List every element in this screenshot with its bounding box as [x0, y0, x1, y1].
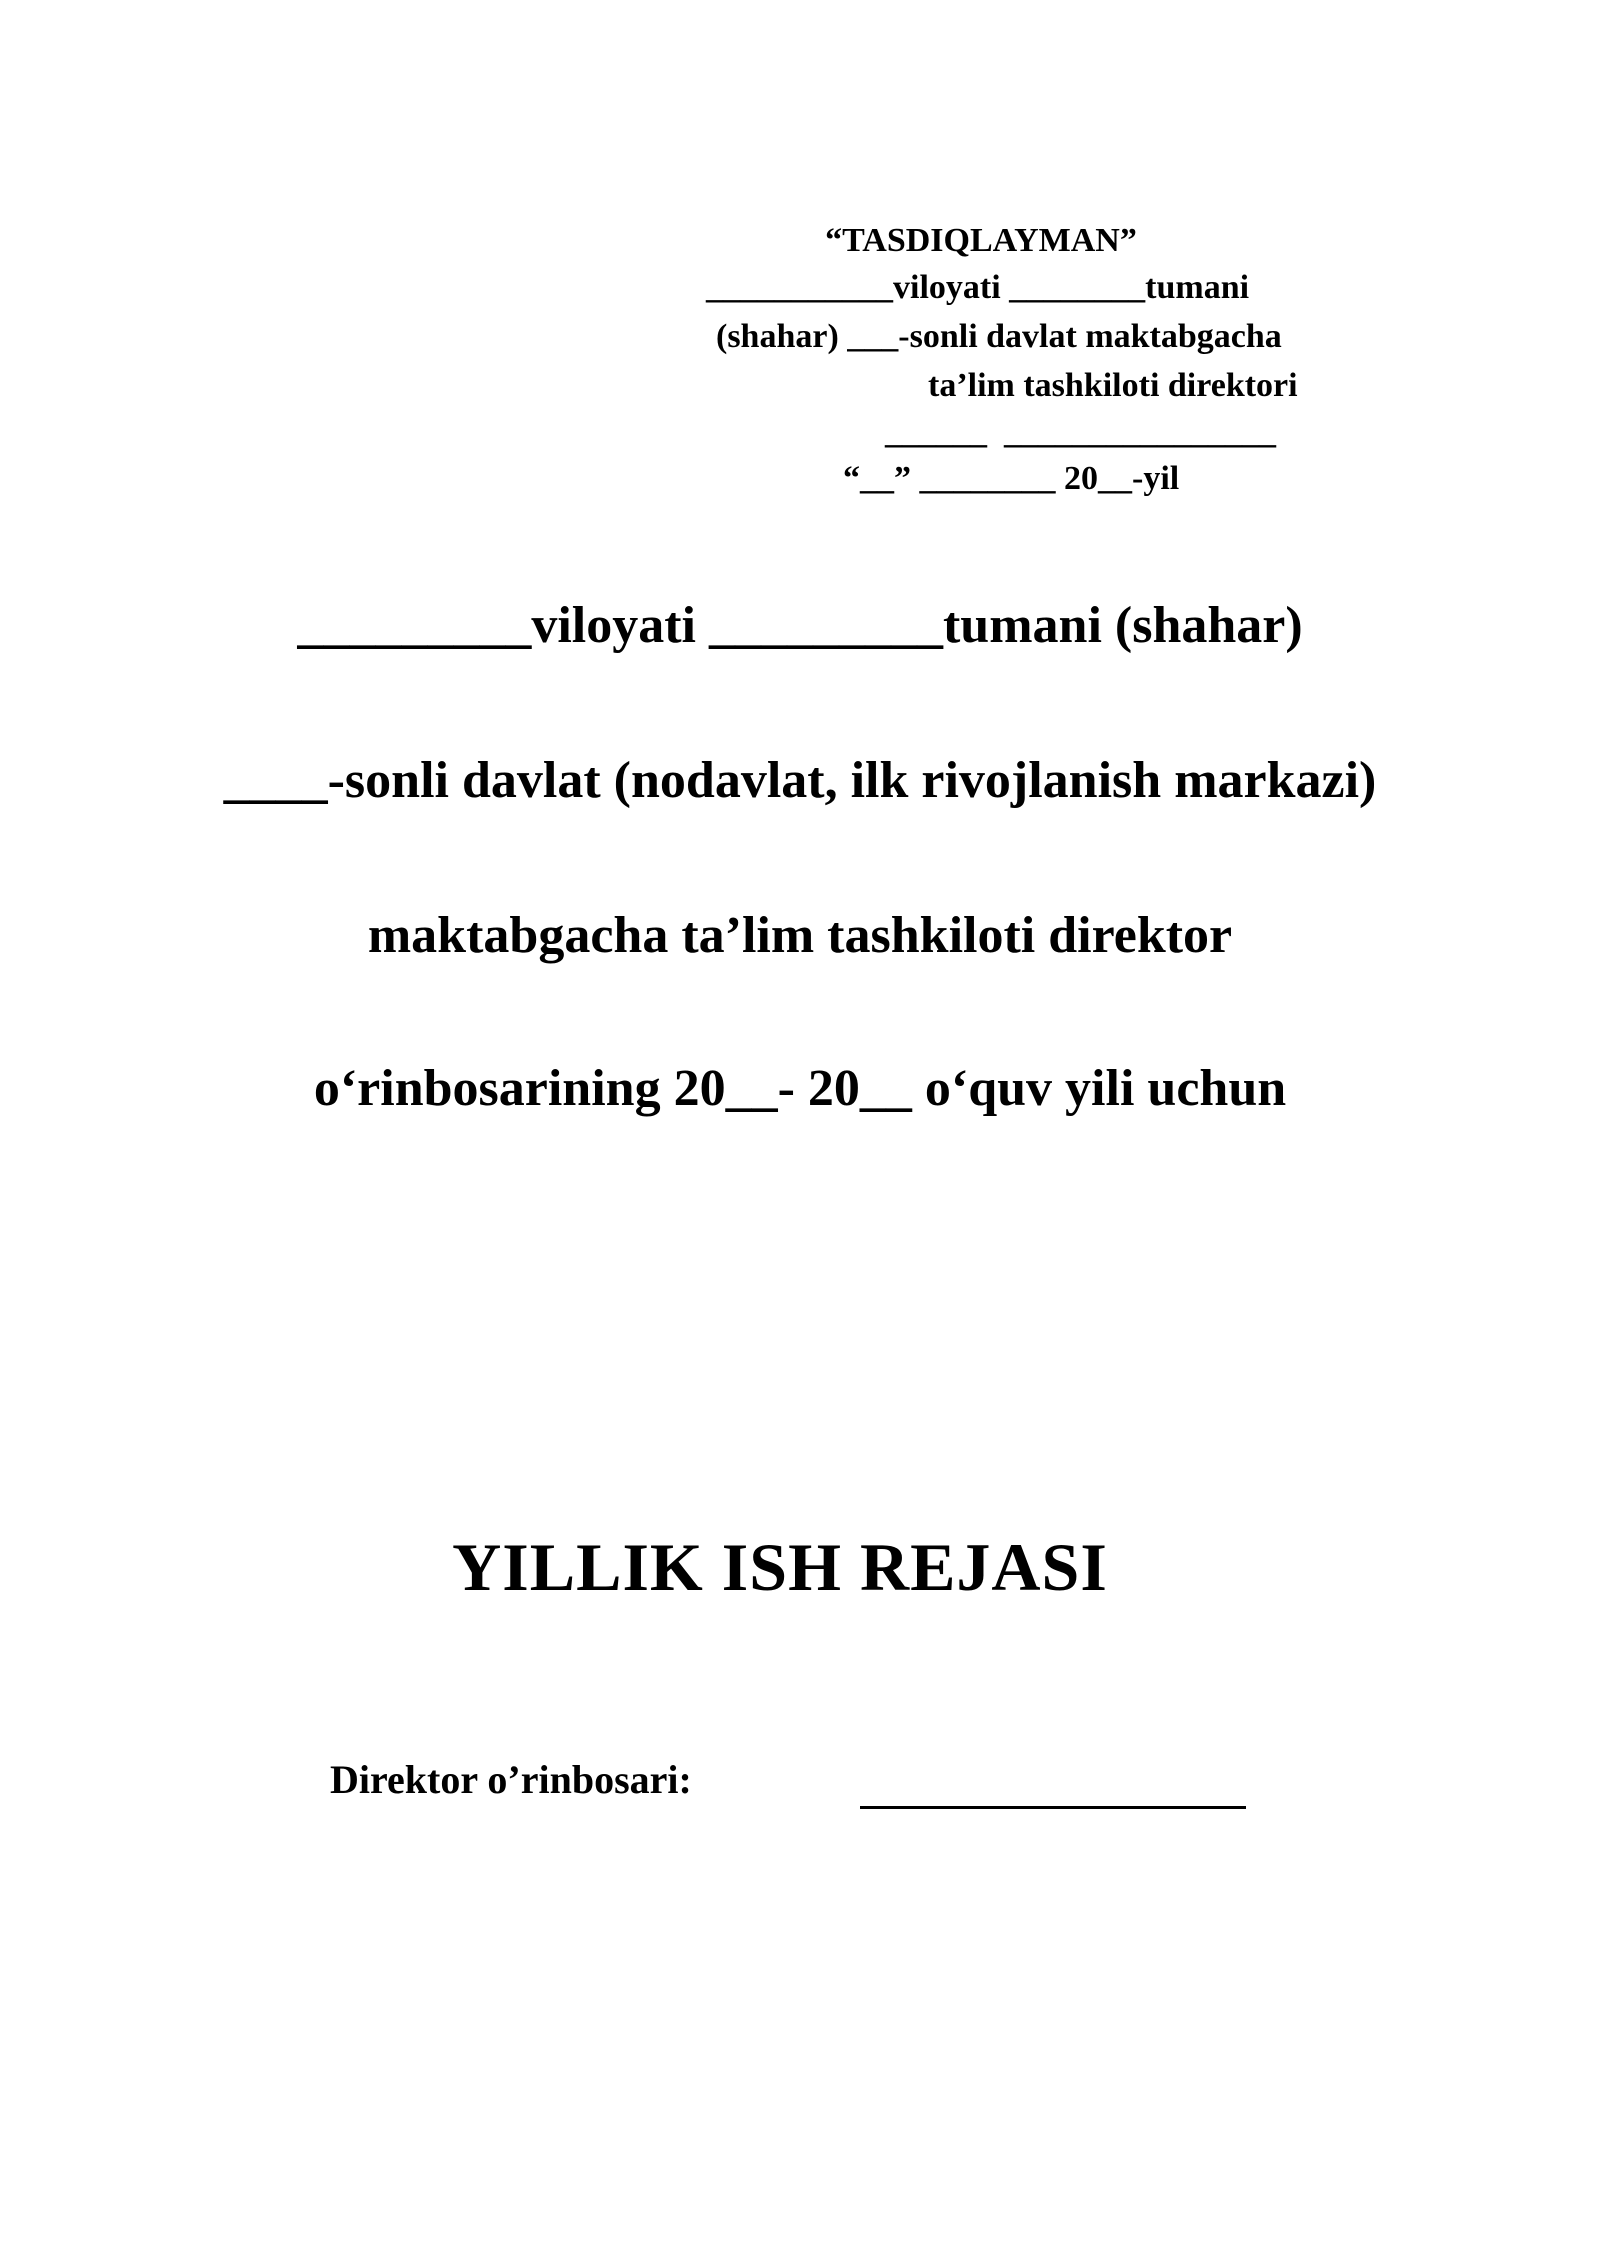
signature-line	[860, 1806, 1246, 1809]
heading-line-institution: ____-sonli davlat (nodavlat, ilk rivojlanish markazi)	[223, 752, 1377, 809]
heading-line-organization: maktabgacha ta’lim tashkiloti direktor	[367, 907, 1233, 964]
document-title: YILLIK ISH REJASI	[452, 1529, 1108, 1605]
heading-line-region: _________viloyati _________tumani (shahar)	[297, 597, 1303, 654]
approval-line-region-district: ___________viloyati ________tumani	[706, 269, 1250, 306]
approval-line-date: “__” ________ 20__-yil	[843, 460, 1180, 497]
approval-line-director: ta’lim tashkiloti direktori	[928, 367, 1298, 404]
heading-line-academic-year: o‘rinbosarining 20__- 20__ o‘quv yili uchun	[313, 1060, 1287, 1117]
approval-title: “TASDIQLAYMAN”	[825, 222, 1137, 259]
approval-line-institution-number: (shahar) ___-sonli davlat maktabgacha	[716, 318, 1282, 355]
approval-line-signature: ______ ________________	[885, 414, 1276, 451]
signature-label: Direktor o’rinbosari:	[330, 1757, 692, 1802]
